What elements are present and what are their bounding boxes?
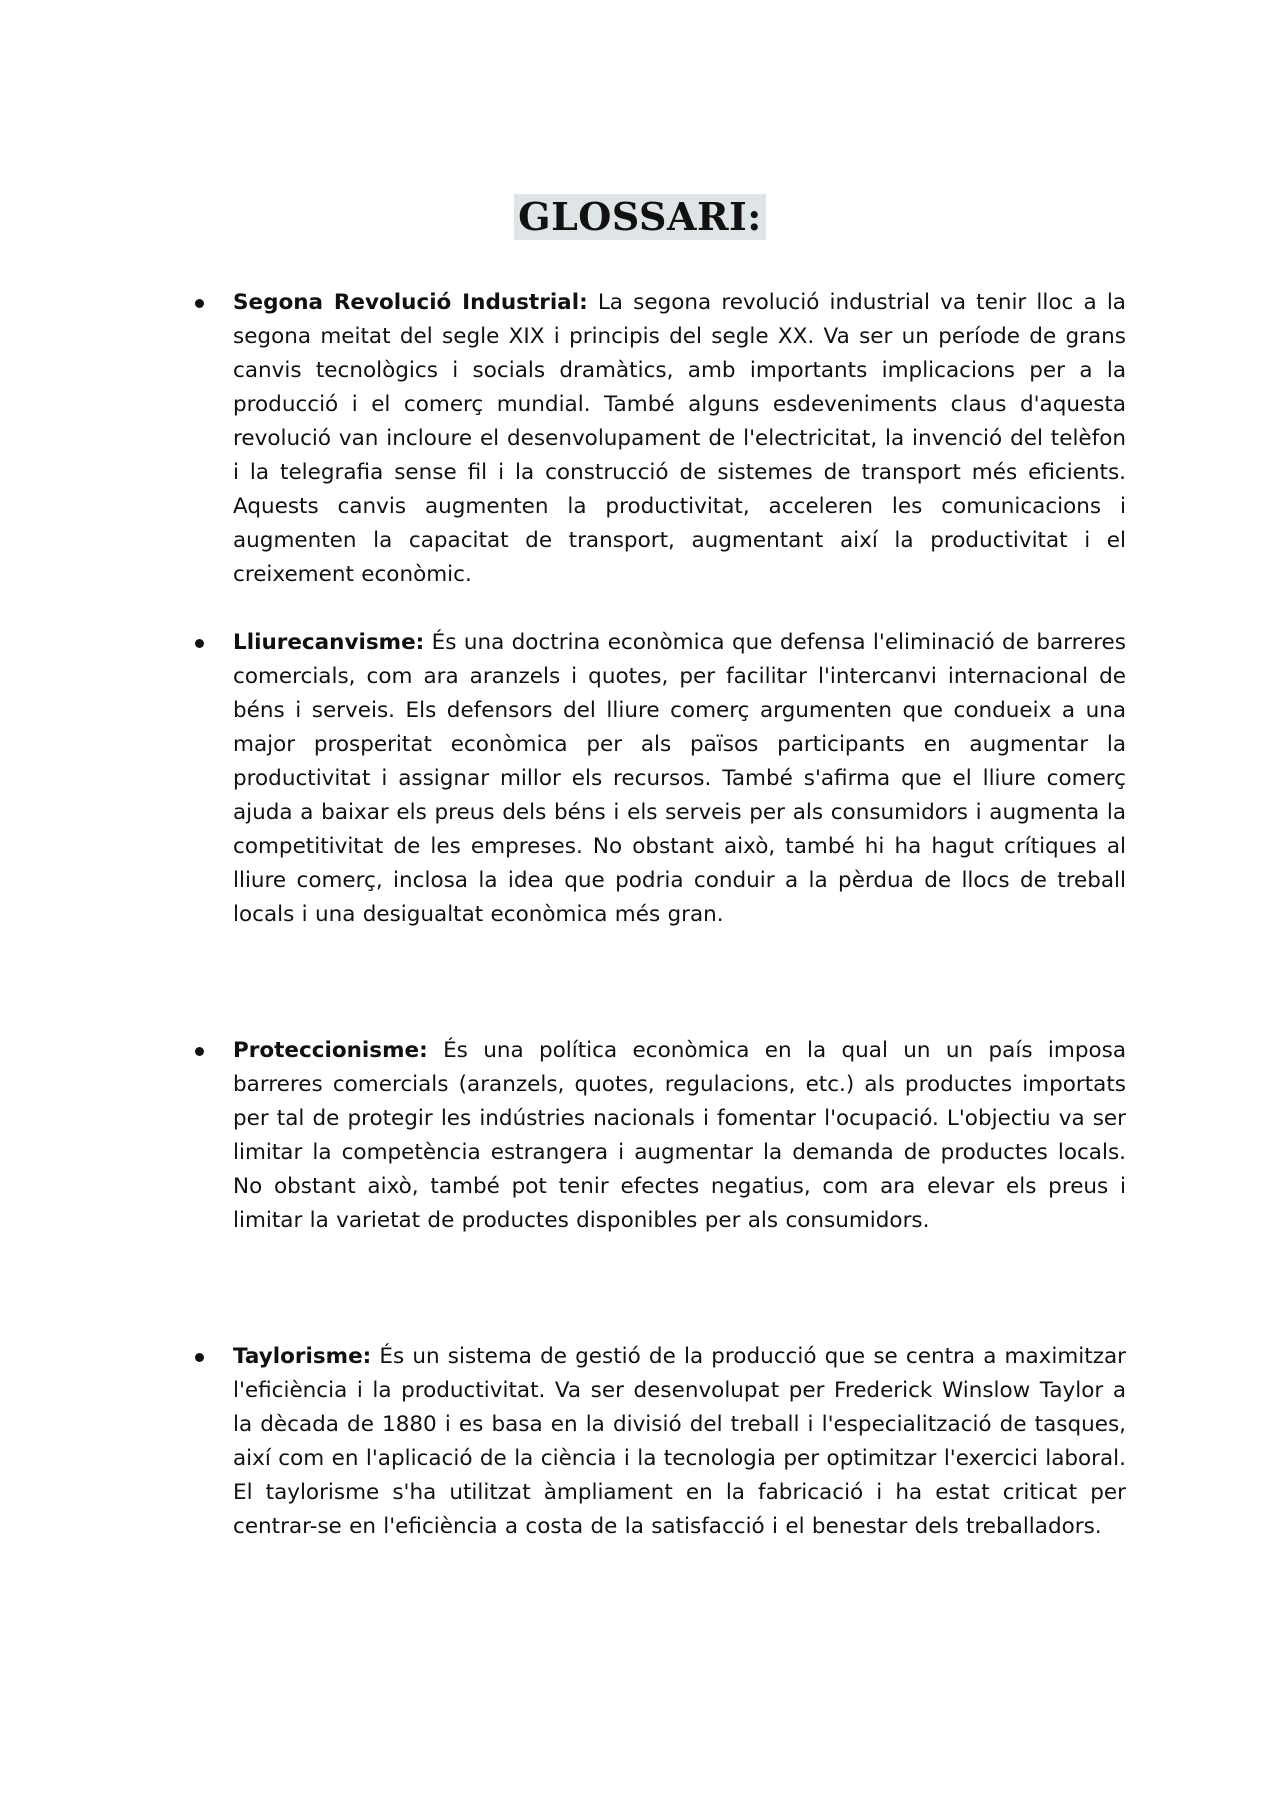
bullet-icon: [195, 299, 204, 308]
bullet-icon: [195, 1047, 204, 1056]
entry-text: [233, 1034, 1126, 1238]
glossary-term: Lliurecanvisme:: [233, 630, 425, 655]
bullet-icon: [195, 639, 204, 648]
glossary-entry-lliurecanvisme: [233, 626, 1126, 932]
glossary-term: Taylorisme:: [233, 1344, 372, 1369]
entry-text: [233, 1340, 1126, 1544]
bullet-icon: [195, 1353, 204, 1362]
glossary-entry-proteccionisme: [233, 1034, 1126, 1238]
entry-text: [233, 626, 1126, 932]
glossary-entry-taylorisme: [233, 1340, 1126, 1544]
glossary-definition: La segona revolució industrial va tenir lloc a la segona meitat del segle XIX i principis del segle XX. Va ser un període de grans canvis tecnològics i socials dramàtics, amb importants implicacions per a la producció i el comerç mundial. També alguns esdeveniments claus d'aquesta revolució van incloure el desenvolupament de l'electricitat, la invenció del telèfon i la telegrafia sense fil i la construcció de sistemes de transport més eficients. Aquests canvis augmenten la productivitat, acceleren les comunicacions i augmenten la capacitat de transport, augmentant així la productivitat i el creixement econòmic.: [233, 290, 1126, 587]
title-wrapper: [0, 194, 1280, 240]
glossary-definition: És una política econòmica en la qual un un país imposa barreres comercials (aranzels, quotes, regulacions, etc.) als productes importats per tal de protegir les indústries nacionals i fomentar l'ocupació. L'objectiu va ser limitar la competència estrangera i augmentar la demanda de productes locals. No obstant això, també pot tenir efectes negatius, com ara elevar els preus i limitar la varietat de productes disponibles per als consumidors.: [233, 1038, 1126, 1233]
glossary-term: Segona Revolució Industrial:: [233, 290, 588, 315]
glossary-term: Proteccionisme:: [233, 1038, 428, 1063]
glossary-definition: És un sistema de gestió de la producció que se centra a maximitzar l'eficiència i la productivitat. Va ser desenvolupat per Frederick Winslow Taylor a la dècada de 1880 i es basa en la divisió del treball i l'especialització de tasques, així com en l'aplicació de la ciència i la tecnologia per optimitzar l'exercici laboral. El taylorisme s'ha utilitzat àmpliament en la fabricació i ha estat criticat per centrar-se en l'eficiència a costa de la satisfacció i el benestar dels treballadors.: [233, 1344, 1126, 1539]
entry-text: [233, 286, 1126, 592]
glossary-entry-segona-revolucio-industrial: [233, 286, 1126, 592]
page-title: GLOSSARI:: [514, 194, 766, 240]
glossary-definition: És una doctrina econòmica que defensa l'eliminació de barreres comercials, com ara aranzels i quotes, per facilitar l'intercanvi internacional de béns i serveis. Els defensors del lliure comerç argumenten que condueix a una major prosperitat econòmica per als països participants en augmentar la productivitat i assignar millor els recursos. També s'afirma que el lliure comerç ajuda a baixar els preus dels béns i els serveis per als consumidors i augmenta la competitivitat de les empreses. No obstant això, també hi ha hagut crítiques al lliure comerç, inclosa la idea que podria conduir a la pèrdua de llocs de treball locals i una desigualtat econòmica més gran.: [233, 630, 1126, 927]
